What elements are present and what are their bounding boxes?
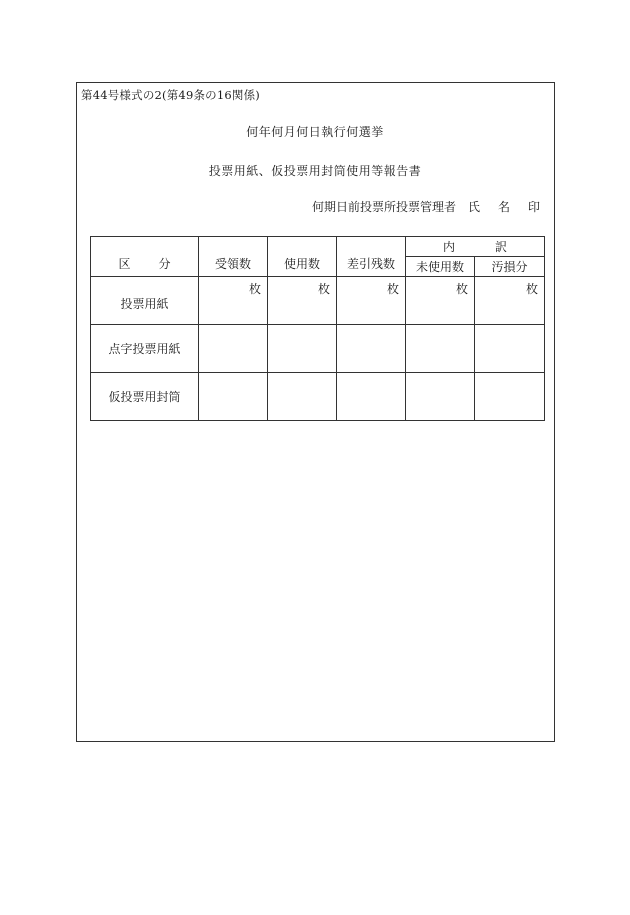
header-breakdown bbox=[406, 237, 545, 257]
header-received: 受領数 bbox=[199, 237, 268, 277]
row-label-ballot-paper: 投票用紙 bbox=[91, 277, 199, 325]
cell-damaged bbox=[475, 325, 545, 373]
cell-remaining bbox=[337, 325, 406, 373]
header-breakdown-part2: 訳 bbox=[495, 240, 508, 254]
table-row bbox=[91, 325, 545, 373]
signatory-line bbox=[312, 198, 540, 215]
header-breakdown-part1: 内 bbox=[442, 240, 455, 254]
cell-unused-unit: 枚 bbox=[406, 277, 475, 325]
row-label-provisional-envelope: 仮投票用封筒 bbox=[91, 373, 199, 421]
row-label-braille-ballot: 点字投票用紙 bbox=[91, 325, 199, 373]
cell-unused bbox=[406, 373, 475, 421]
header-remaining: 差引残数 bbox=[337, 237, 406, 277]
cell-remaining-unit: 枚 bbox=[337, 277, 406, 325]
header-category-part2: 分 bbox=[158, 257, 171, 271]
header-category bbox=[91, 237, 199, 277]
cell-received-unit: 枚 bbox=[199, 277, 268, 325]
cell-damaged-unit: 枚 bbox=[475, 277, 545, 325]
table-row bbox=[91, 373, 545, 421]
report-title: 投票用紙、仮投票用封筒使用等報告書 bbox=[208, 164, 422, 178]
signatory-role: 何期日前投票所投票管理者 bbox=[311, 200, 456, 214]
cell-received bbox=[199, 373, 268, 421]
header-damaged: 汚損分 bbox=[475, 257, 545, 277]
table-row bbox=[91, 277, 545, 325]
usage-report-table bbox=[90, 236, 545, 421]
cell-unused bbox=[406, 325, 475, 373]
header-unused: 未使用数 bbox=[406, 257, 475, 277]
form-reference: 第44号様式の2(第49条の16関係) bbox=[81, 88, 260, 102]
cell-used-unit: 枚 bbox=[268, 277, 337, 325]
signatory-name-part1: 氏 bbox=[467, 200, 480, 214]
cell-used bbox=[268, 373, 337, 421]
signatory-seal: 印 bbox=[527, 200, 540, 214]
cell-used bbox=[268, 325, 337, 373]
signatory-name-part2: 名 bbox=[497, 200, 510, 214]
cell-damaged bbox=[475, 373, 545, 421]
cell-received bbox=[199, 325, 268, 373]
header-used: 使用数 bbox=[268, 237, 337, 277]
cell-remaining bbox=[337, 373, 406, 421]
election-title: 何年何月何日執行何選挙 bbox=[246, 125, 384, 139]
header-category-part1: 区 bbox=[118, 257, 131, 271]
